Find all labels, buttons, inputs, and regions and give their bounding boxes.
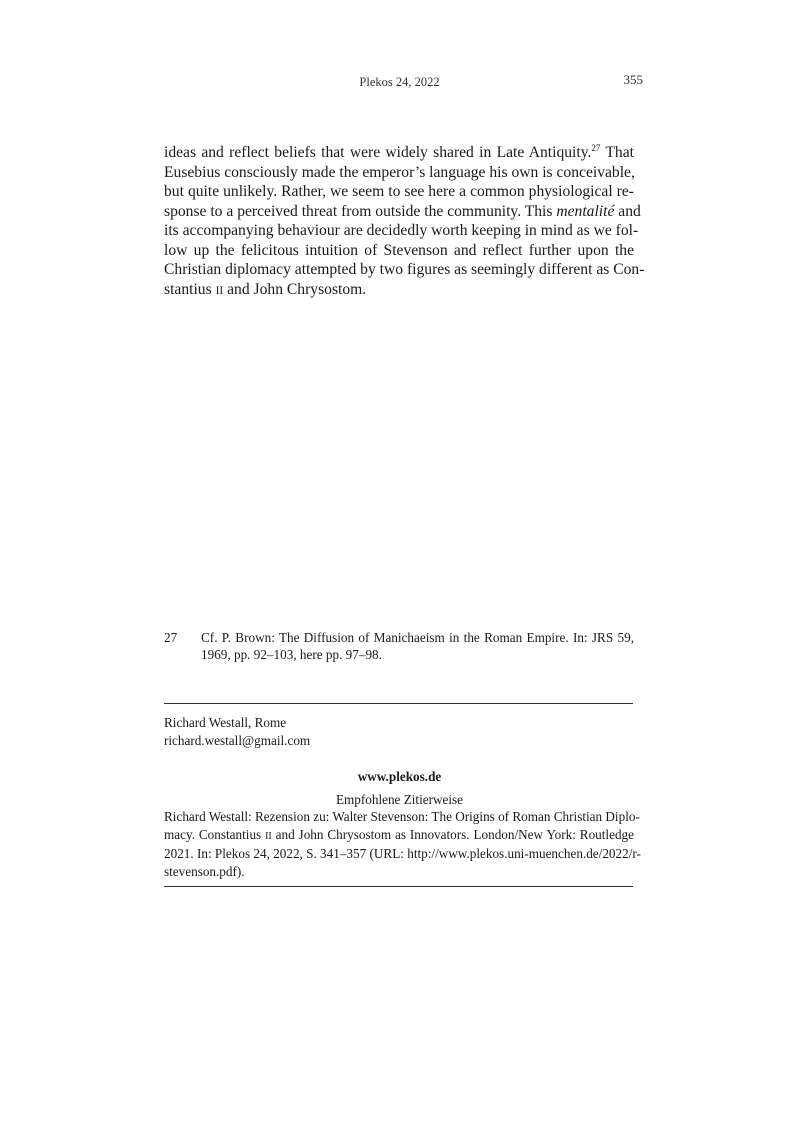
page-number: 355 [623,72,643,87]
footnote-line: 1969, pp. 92–103, here pp. 97–98. [201,647,382,662]
divider [164,886,633,887]
citation-line: Richard Westall: Rezension zu: Walter Stevenson: The Origins of Roman Christian Diplo- [164,809,640,824]
citation-heading: Empfohlene Zitierweise [335,792,464,807]
footnote-text [201,629,634,663]
website-link[interactable]: www.plekos.de [357,769,442,784]
footnote-reference[interactable]: 27 [591,143,601,153]
body-line: but quite unlikely. Rather, we seem to see here a common physiological re- [164,183,634,200]
citation-line: macy. Constantius II and John Chrysostom as Innovators. London/New York: Routledge [164,826,634,842]
divider [164,703,633,704]
body-paragraph [164,143,645,301]
body-line: Christian diplomacy attempted by two figures as seemingly different as Con- [164,261,645,278]
author-email[interactable]: richard.westall@gmail.com [164,733,311,748]
body-line: its accompanying behaviour are decidedly worth keeping in mind as we fol- [164,222,639,239]
footnote-number: 27 [164,630,178,645]
author-name: Richard Westall, Rome [164,715,287,730]
body-line: Eusebius consciously made the emperor’s language his own is conceivable, [164,163,635,181]
author-block [164,714,634,750]
citation-line: stevenson.pdf). [164,863,245,879]
body-line: sponse to a perceived threat from outside the community. This mentalité and [164,202,641,220]
body-line: ideas and reflect beliefs that were widely shared in Late Antiquity.$^{27}$ That [164,143,634,161]
footnote-line: Cf. P. Brown: The Diffusion of Manichaeism in the Roman Empire. In: JRS 59, [201,630,634,645]
citation-text [164,808,641,880]
small-caps-numeral: II [215,284,224,297]
body-line: stantius II and John Chrysostom. [164,280,367,298]
body-line: low up the felicitous intuition of Stevenson and reflect further upon the [164,241,634,259]
citation-line: 2021. In: Plekos 24, 2022, S. 341–357 (URL: http://www.plekos.uni-muenchen.de/2022/r- [164,846,641,861]
running-header: Plekos 24, 2022 [359,75,440,89]
italic-term: mentalité [556,202,615,220]
